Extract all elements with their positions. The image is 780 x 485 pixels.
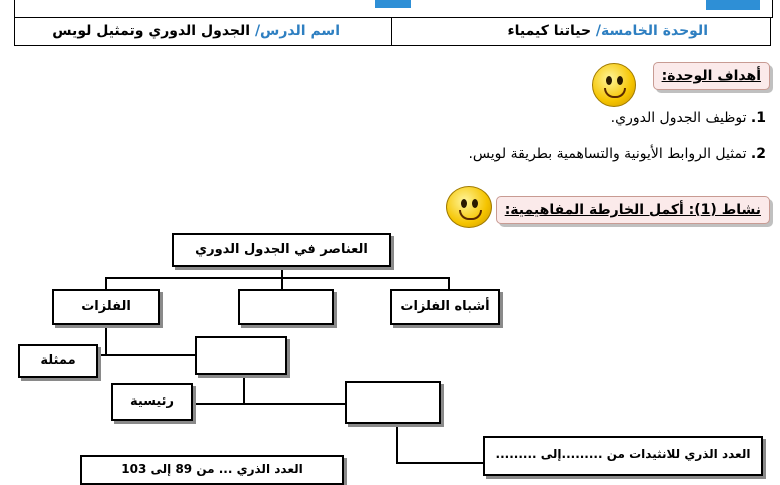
connector-line [105, 277, 107, 289]
lesson-prefix: اسم الدرس/ [254, 23, 340, 39]
lanthanides-box: العدد الذري للانثيدات من .........إلى ......... [483, 436, 763, 476]
connector-line [190, 403, 347, 405]
connector-line [396, 424, 398, 464]
header-blue-mark [375, 0, 411, 8]
connector-line [396, 462, 484, 464]
objective-item: 1. توظيف الجدول الدوري. [610, 110, 766, 126]
header-top-row [14, 0, 773, 18]
activity-title: نشاط (1): أكمل الخارطة المفاهيمية: [496, 196, 770, 224]
lesson-name: الجدول الدوري وتمثيل لويس [52, 23, 251, 39]
header-row [14, 17, 771, 46]
connector-line [105, 277, 450, 279]
partial-bottom-box: العدد الذري ... من 89 إلى 103 [80, 455, 344, 485]
smiley-icon [592, 63, 636, 107]
connector-line [448, 277, 450, 289]
unit-name: حياتنا كيمياء [507, 23, 592, 39]
connector-line [281, 277, 283, 289]
connector-line [243, 375, 245, 405]
connector-line [105, 325, 107, 356]
empty-answer-box[interactable] [238, 289, 334, 325]
lesson-cell [52, 18, 340, 45]
lightbulb-smiley-icon [446, 186, 492, 228]
root-box: العناصر في الجدول الدوري [172, 233, 391, 267]
connector-line [105, 354, 195, 356]
unit-prefix: الوحدة الخامسة/ [595, 23, 708, 39]
empty-answer-box[interactable] [345, 381, 441, 424]
unit-cell [508, 18, 709, 45]
header-divider [391, 18, 392, 45]
representative-box: ممثلة [18, 344, 98, 378]
empty-answer-box[interactable] [195, 336, 287, 375]
objective-item: 2. تمثيل الروابط الأيونية والتساهمية بطريقة لويس. [468, 146, 766, 162]
metals-box: الفلزات [52, 289, 160, 325]
metalloids-box: أشباه الفلزات [390, 289, 500, 325]
header-blue-mark [706, 0, 760, 10]
objectives-title: أهداف الوحدة: [653, 62, 770, 90]
main-box: رئيسية [111, 383, 193, 421]
